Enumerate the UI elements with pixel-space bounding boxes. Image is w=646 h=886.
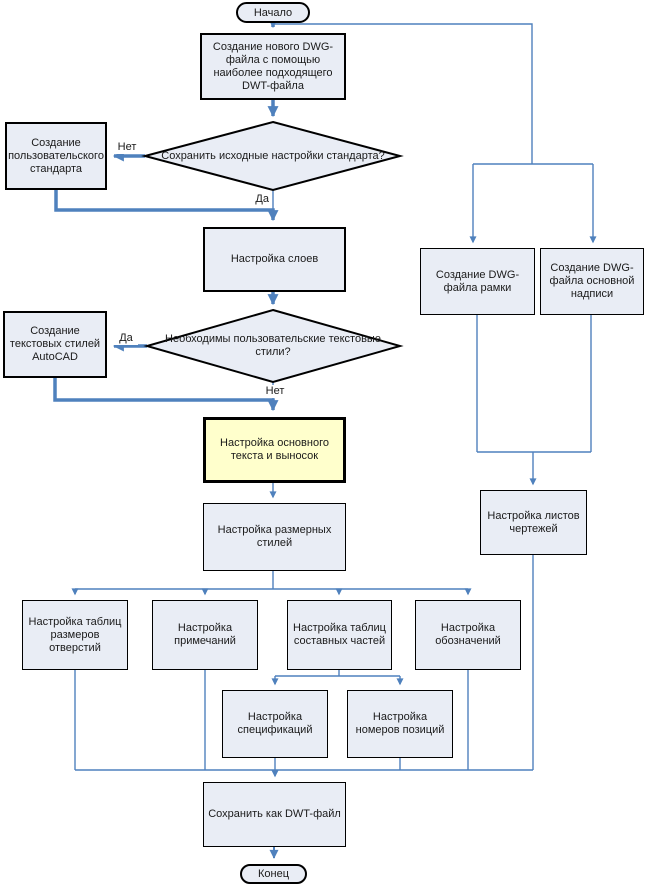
node-parts-tables: Настройка таблиц составных частей — [287, 600, 392, 670]
node-notes: Настройка примечаний — [152, 600, 258, 670]
node-main-text-highlighted: Настройка основного текста и выносок — [203, 417, 346, 483]
decision-keep-settings-label: Сохранить исходные настройки стандарта? — [161, 149, 385, 162]
edge-label-no-styles: Нет — [261, 385, 289, 398]
node-frame-dwg: Создание DWG-файла рамки — [420, 248, 535, 315]
node-title-block-dwg: Создание DWG-файла основной надписи — [540, 248, 644, 315]
node-hole-tables: Настройка таблиц размеров отверстий — [22, 600, 128, 670]
edge-label-yes-styles: Да — [114, 332, 138, 345]
node-dim-styles: Настройка размерных стилей — [203, 503, 346, 571]
node-specs: Настройка спецификаций — [222, 690, 328, 758]
node-item-numbers: Настройка номеров позиций — [347, 690, 453, 758]
node-layers: Настройка слоев — [203, 227, 346, 292]
node-save-dwt: Сохранить как DWT-файл — [203, 782, 346, 847]
node-custom-standard: Создание пользовательского стандарта — [5, 122, 107, 190]
node-create-dwg: Создание нового DWG-файла с помощью наиболее подходящего DWT-файла — [200, 33, 346, 100]
node-text-styles: Создание текстовых стилей AutoCAD — [3, 311, 107, 378]
edge-label-yes-keep: Да — [255, 193, 269, 205]
node-symbols: Настройка обозначений — [415, 600, 521, 670]
node-sheets: Настройка листов чертежей — [480, 490, 587, 555]
decision-text-styles-label: Необходимы пользовательские текстовые стили? — [165, 333, 381, 358]
edge-label-no-keep: Нет — [114, 141, 140, 154]
node-start: Начало — [236, 2, 310, 23]
node-end: Конец — [240, 864, 307, 884]
